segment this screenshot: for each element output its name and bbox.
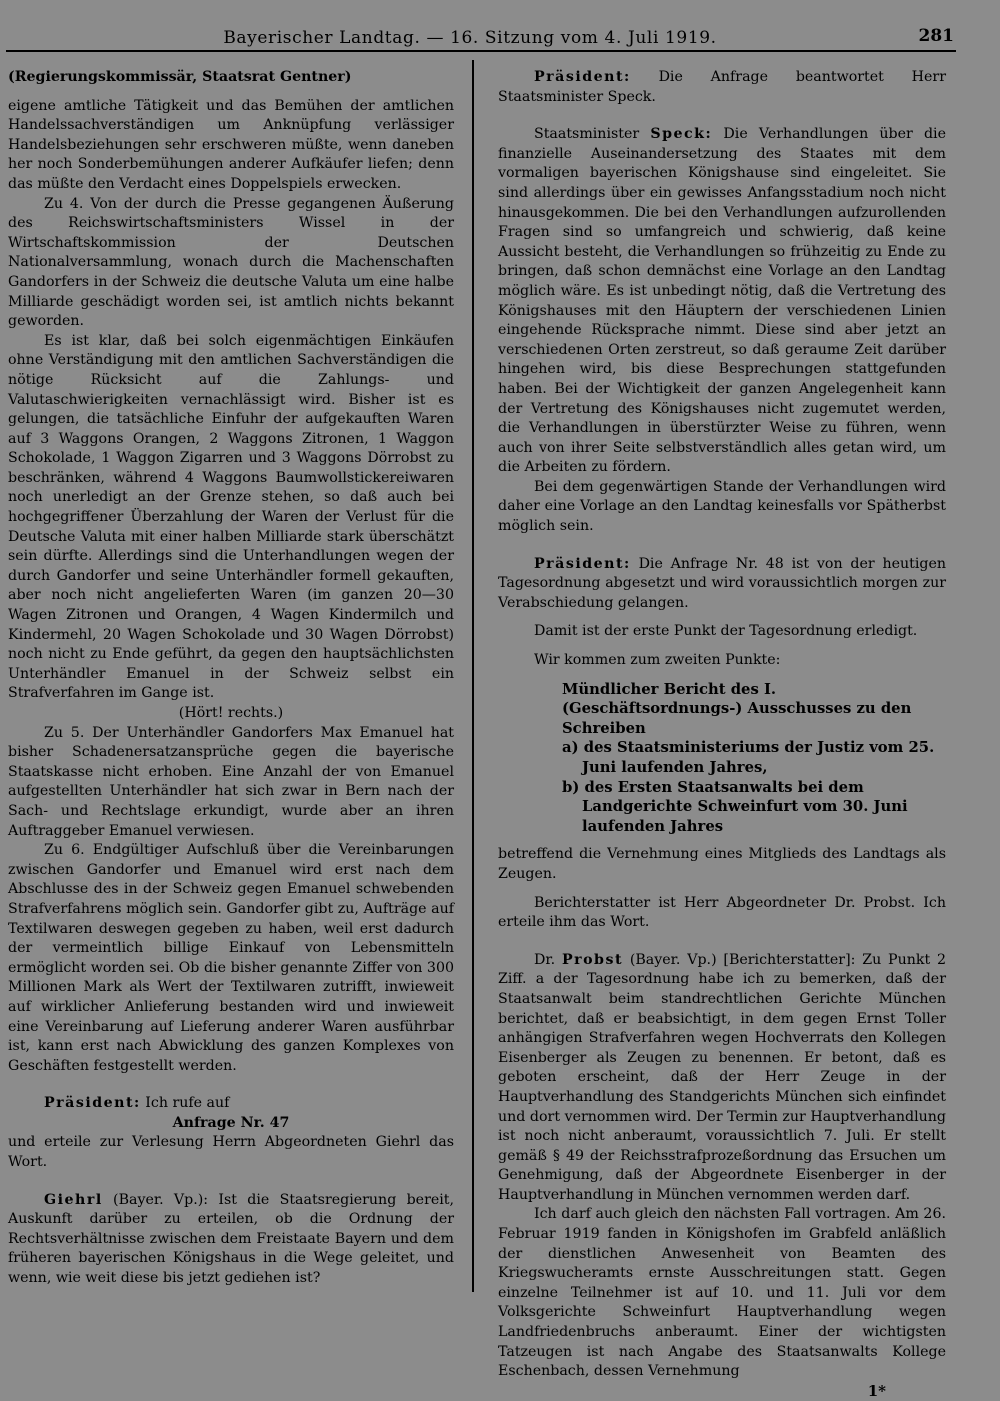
signature-mark: 1* bbox=[867, 1381, 886, 1400]
speaker-name: Speck: bbox=[650, 126, 713, 143]
paragraph: Ich darf auch gleich den nächsten Fall vortragen. Am 26. Februar 1919 fanden in Königshofen im Grabfeld anläßlich der dienstlichen Anwesenheit von Beamten des Kriegswucheramts ernste Ausschreitungen statt. Gegen einzelne Teilnehmer ist auf 10. und 11. Juli vor dem Volksgerichte Schweinfurt Hauptverhandlung wegen Landfriedenbruchs anberaumt. Einer der wichtigsten Tatzeugen ist nach Angabe des Staatsanwalts Kollege Eschenbach, dessen Vernehmung bbox=[498, 1206, 946, 1380]
speech-text: Ich rufe auf bbox=[145, 1095, 230, 1112]
agenda-item-title: Mündlicher Bericht des I. (Geschäftsordnungs-) Ausschusses zu den Schreiben bbox=[562, 680, 912, 737]
speech-text: (Bayer. Vp.): Ist die Staatsregierung bereit, Auskunft darüber zu erteilen, ob die Ordnung der Rechtsverhältnisse zwischen dem Freistaate Bayern und dem früheren bayerischen Königshaus in die Wege geleitet, und wenn, wie weit diese bis jetzt gediehen ist? bbox=[8, 1191, 454, 1287]
agenda-item-a: a) des Staatsministeriums der Justiz vom 25. Juni laufenden Jahres, bbox=[562, 739, 935, 776]
speaker-name: Präsident: bbox=[534, 555, 631, 572]
speech-president bbox=[8, 1094, 454, 1114]
speaker-name: Probst bbox=[561, 951, 624, 968]
header-rule bbox=[6, 50, 956, 52]
speaker-name: Präsident: bbox=[534, 69, 631, 85]
speech-text: Die Anfrage Nr. 48 ist von der heutigen Tagesordnung abgesetzt und wird voraussichtlich morgen zur Verabschiedung gelangen. bbox=[498, 555, 946, 611]
speaker-name: Giehrl bbox=[44, 1191, 103, 1208]
paragraph: Zu 6. Endgültiger Aufschluß über die Vereinbarungen zwischen Gandorfer und Emanuel wird erst nach dem Abschlusse des in der Schweiz gegen Emanuel schwebenden Strafverfahrens möglich sein. Gandorfer gibt zu, Aufträge auf Textilwaren deswegen gegeben zu haben, weil erst dadurch der vermeintlich billige Einkauf von Lebensmitteln ermöglicht worden sei. Ob die bisher genannte Ziffer von 300 Millionen Mark als Wert der Textilwaren zutrifft, inwieweit auf wirklicher Anlieferung bestanden wird und inwieweit eine Vereinbarung auf Lieferung anderer Waren ausführbar ist, kann erst nach Abwicklung des ganzen Komplexes von Geschäften festgestellt werden. bbox=[8, 842, 454, 1074]
paragraph: Es ist klar, daß bei solch eigenmächtigen Einkäufen ohne Verständigung mit den amtlichen Sachverständigen die nötige Rücksicht auf die Zahlungs- und Valutaschwierigkeiten vernachlässigt wird. Bisher ist es gelungen, die tatsächliche Einfuhr der aufgekauften Waren auf 3 Waggons Orangen, 2 Waggons Zitronen, 1 Waggon Schokolade, 1 Waggon Zigarren und 3 Waggons Dörrobst zu beschränken, während 4 Waggons Baumwollstickereiwaren noch unerledigt an der Grenze stehen, so daß auch bei hochgegriffener Überzahlung der Waren der Verlust für die Deutsche Valuta mit einer halben Milliarde stark überschätzt sein dürfte. Allerdings sind die Unterhandlungen wegen der durch Gandorfer und seine Unterhändler formell gekauften, aber noch nicht angelieferten Waren (im ganzen 20—30 Wagen Zitronen und Orangen, 4 Wagen Kindermilch und Kindermehl, 20 Wagen Schokolade und 30 Wagen Dörrobst) noch nicht zu Ende geführt, da gegen den hauptsächlichsten Unterhändler Emanuel in der Schweiz selbst ein Strafverfahren im Gange ist. bbox=[8, 332, 454, 702]
paragraph: Zu 4. Von der durch die Presse gegangenen Äußerung des Reichswirtschaftsministers Wissel in der Wirtschaftskommission der Deutschen Nationalversammlung, wonach durch die Machenschaften Gandorfers in der Schweiz die deutsche Valuta um eine halbe Milliarde geschädigt worden sei, ist amtlich nichts bekannt geworden. bbox=[8, 195, 454, 330]
speech-president bbox=[498, 555, 946, 614]
paragraph: und erteile zur Verlesung Herrn Abgeordneten Giehrl das Wort. bbox=[8, 1134, 454, 1171]
continuation-speaker: (Regierungskommissär, Staatsrat Gentner) bbox=[8, 69, 352, 85]
paragraph: Zu 5. Der Unterhändler Gandorfers Max Emanuel hat bisher Schadenersatzansprüche gegen die bayerische Staatskasse nicht erhoben. Eine Anzahl der von Emanuel aufgestellten Unterhändler hat sich zwar in Bern nach der Sach- und Rechtslage erkundigt, wurde aber an ihren Auftraggeber Emanuel verwiesen. bbox=[8, 724, 454, 839]
left-column bbox=[8, 68, 454, 1289]
interjection: (Hört! rechts.) bbox=[178, 705, 284, 721]
paragraph: Wir kommen zum zweiten Punkte: bbox=[534, 652, 781, 669]
agenda-item-b: b) des Ersten Staatsanwalts bei dem Landgerichte Schweinfurt vom 30. Juni laufenden Jahres bbox=[562, 778, 908, 835]
agenda-heading: Anfrage Nr. 47 bbox=[172, 1114, 290, 1131]
speech-text: (Bayer. Vp.) [Berichterstatter]: Zu Punkt 2 Ziff. a der Tagesordnung habe ich zu bemerken, daß der Staatsanwalt beim standrechtlichen Gerichte München berichtet, daß er beabsichtigt, in dem gegen Ernst Toller anhängigen Strafverfahren wegen Hochverrats den Kollegen Eisenberger als Zeugen zu benennen. Er betont, daß es geboten erscheint, daß der Herr Zeuge in der Hauptverhandlung des Standgerichts München sich einfindet und dort vernommen wird. Der Termin zur Hauptverhandlung ist noch nicht anberaumt, voraussichtlich 7. Juli. Er stellt gemäß § 49 der Reichsstrafprozeßordnung das Ersuchen um Genehmigung, daß der Abgeordnete Eisenberger in der Hauptverhandlung in München vernommen werden darf. bbox=[498, 951, 946, 1203]
paragraph: Berichterstatter ist Herr Abgeordneter Dr. Probst. Ich erteile ihm das Wort. bbox=[498, 894, 946, 931]
paragraph: eigene amtliche Tätigkeit und das Bemühen der amtlichen Handelssachverständigen um Anknüpfung verlässiger Handelsbeziehungen sehr erschweren müßte, wenn daneben her noch Sonderbemühungen anderer Aufkäufer liefen; denn das müßte den Verdacht eines Doppelspiels erwecken. bbox=[8, 97, 454, 192]
speaker-title: Staatsminister bbox=[534, 126, 640, 143]
paragraph: Damit ist der erste Punkt der Tagesordnung erledigt. bbox=[534, 623, 918, 640]
speaker-title: Dr. bbox=[534, 951, 556, 968]
paragraph: betreffend die Vernehmung eines Mitglieds des Landtags als Zeugen. bbox=[498, 846, 946, 882]
speech-text: Die Anfrage beantwortet Herr Staatsminister Speck. bbox=[498, 69, 946, 105]
speech-president bbox=[498, 68, 946, 107]
page-number: 281 bbox=[918, 26, 954, 46]
speech-speck bbox=[498, 125, 946, 478]
column-divider bbox=[472, 60, 474, 1292]
paragraph: Bei dem gegenwärtigen Stande der Verhandlungen wird daher eine Vorlage an den Landtag keinesfalls vor Spätherbst möglich sein. bbox=[498, 478, 946, 535]
speech-text: Die Verhandlungen über die finanzielle Auseinandersetzung des Staates mit dem vormaligen bayerischen Königshause sind eingeleitet. Sie sind allerdings über ein gewisses Anfangsstadium noch nicht hinausgekommen. Die bei den Verhandlungen aufzurollenden Fragen sind so umfangreich und schwierig, daß keine Aussicht besteht, die Verhandlungen so frühzeitig zu Ende zu bringen, daß schon demnächst eine Vorlage an den Landtag möglich wäre. Es ist unbedingt nötig, daß die Vertretung des Königshauses mit den Häuptern der verschiedenen Linien eingehende Rücksprache nimmt. Diese sind aber jetzt an verschiedenen Orten zerstreut, so daß geraume Zeit darüber hingehen wird, bis diese Besprechungen stattgefunden haben. Bei der Wichtigkeit der ganzen Angelegenheit kann der Vertretung des Königshauses nicht zugemutet werden, die Verhandlungen in überstürzter Weise zu führen, wenn auch von ihrer Seite selbstverständlich alles getan wird, um die Arbeiten zu fördern. bbox=[498, 126, 946, 476]
speech-probst bbox=[498, 951, 946, 1206]
speaker-name: Präsident: bbox=[44, 1095, 141, 1112]
speech-giehrl bbox=[8, 1191, 454, 1289]
page-header bbox=[0, 22, 1000, 52]
running-title: Bayerischer Landtag. — 16. Sitzung vom 4. Juli 1919. bbox=[223, 28, 717, 48]
right-column bbox=[498, 68, 946, 1401]
